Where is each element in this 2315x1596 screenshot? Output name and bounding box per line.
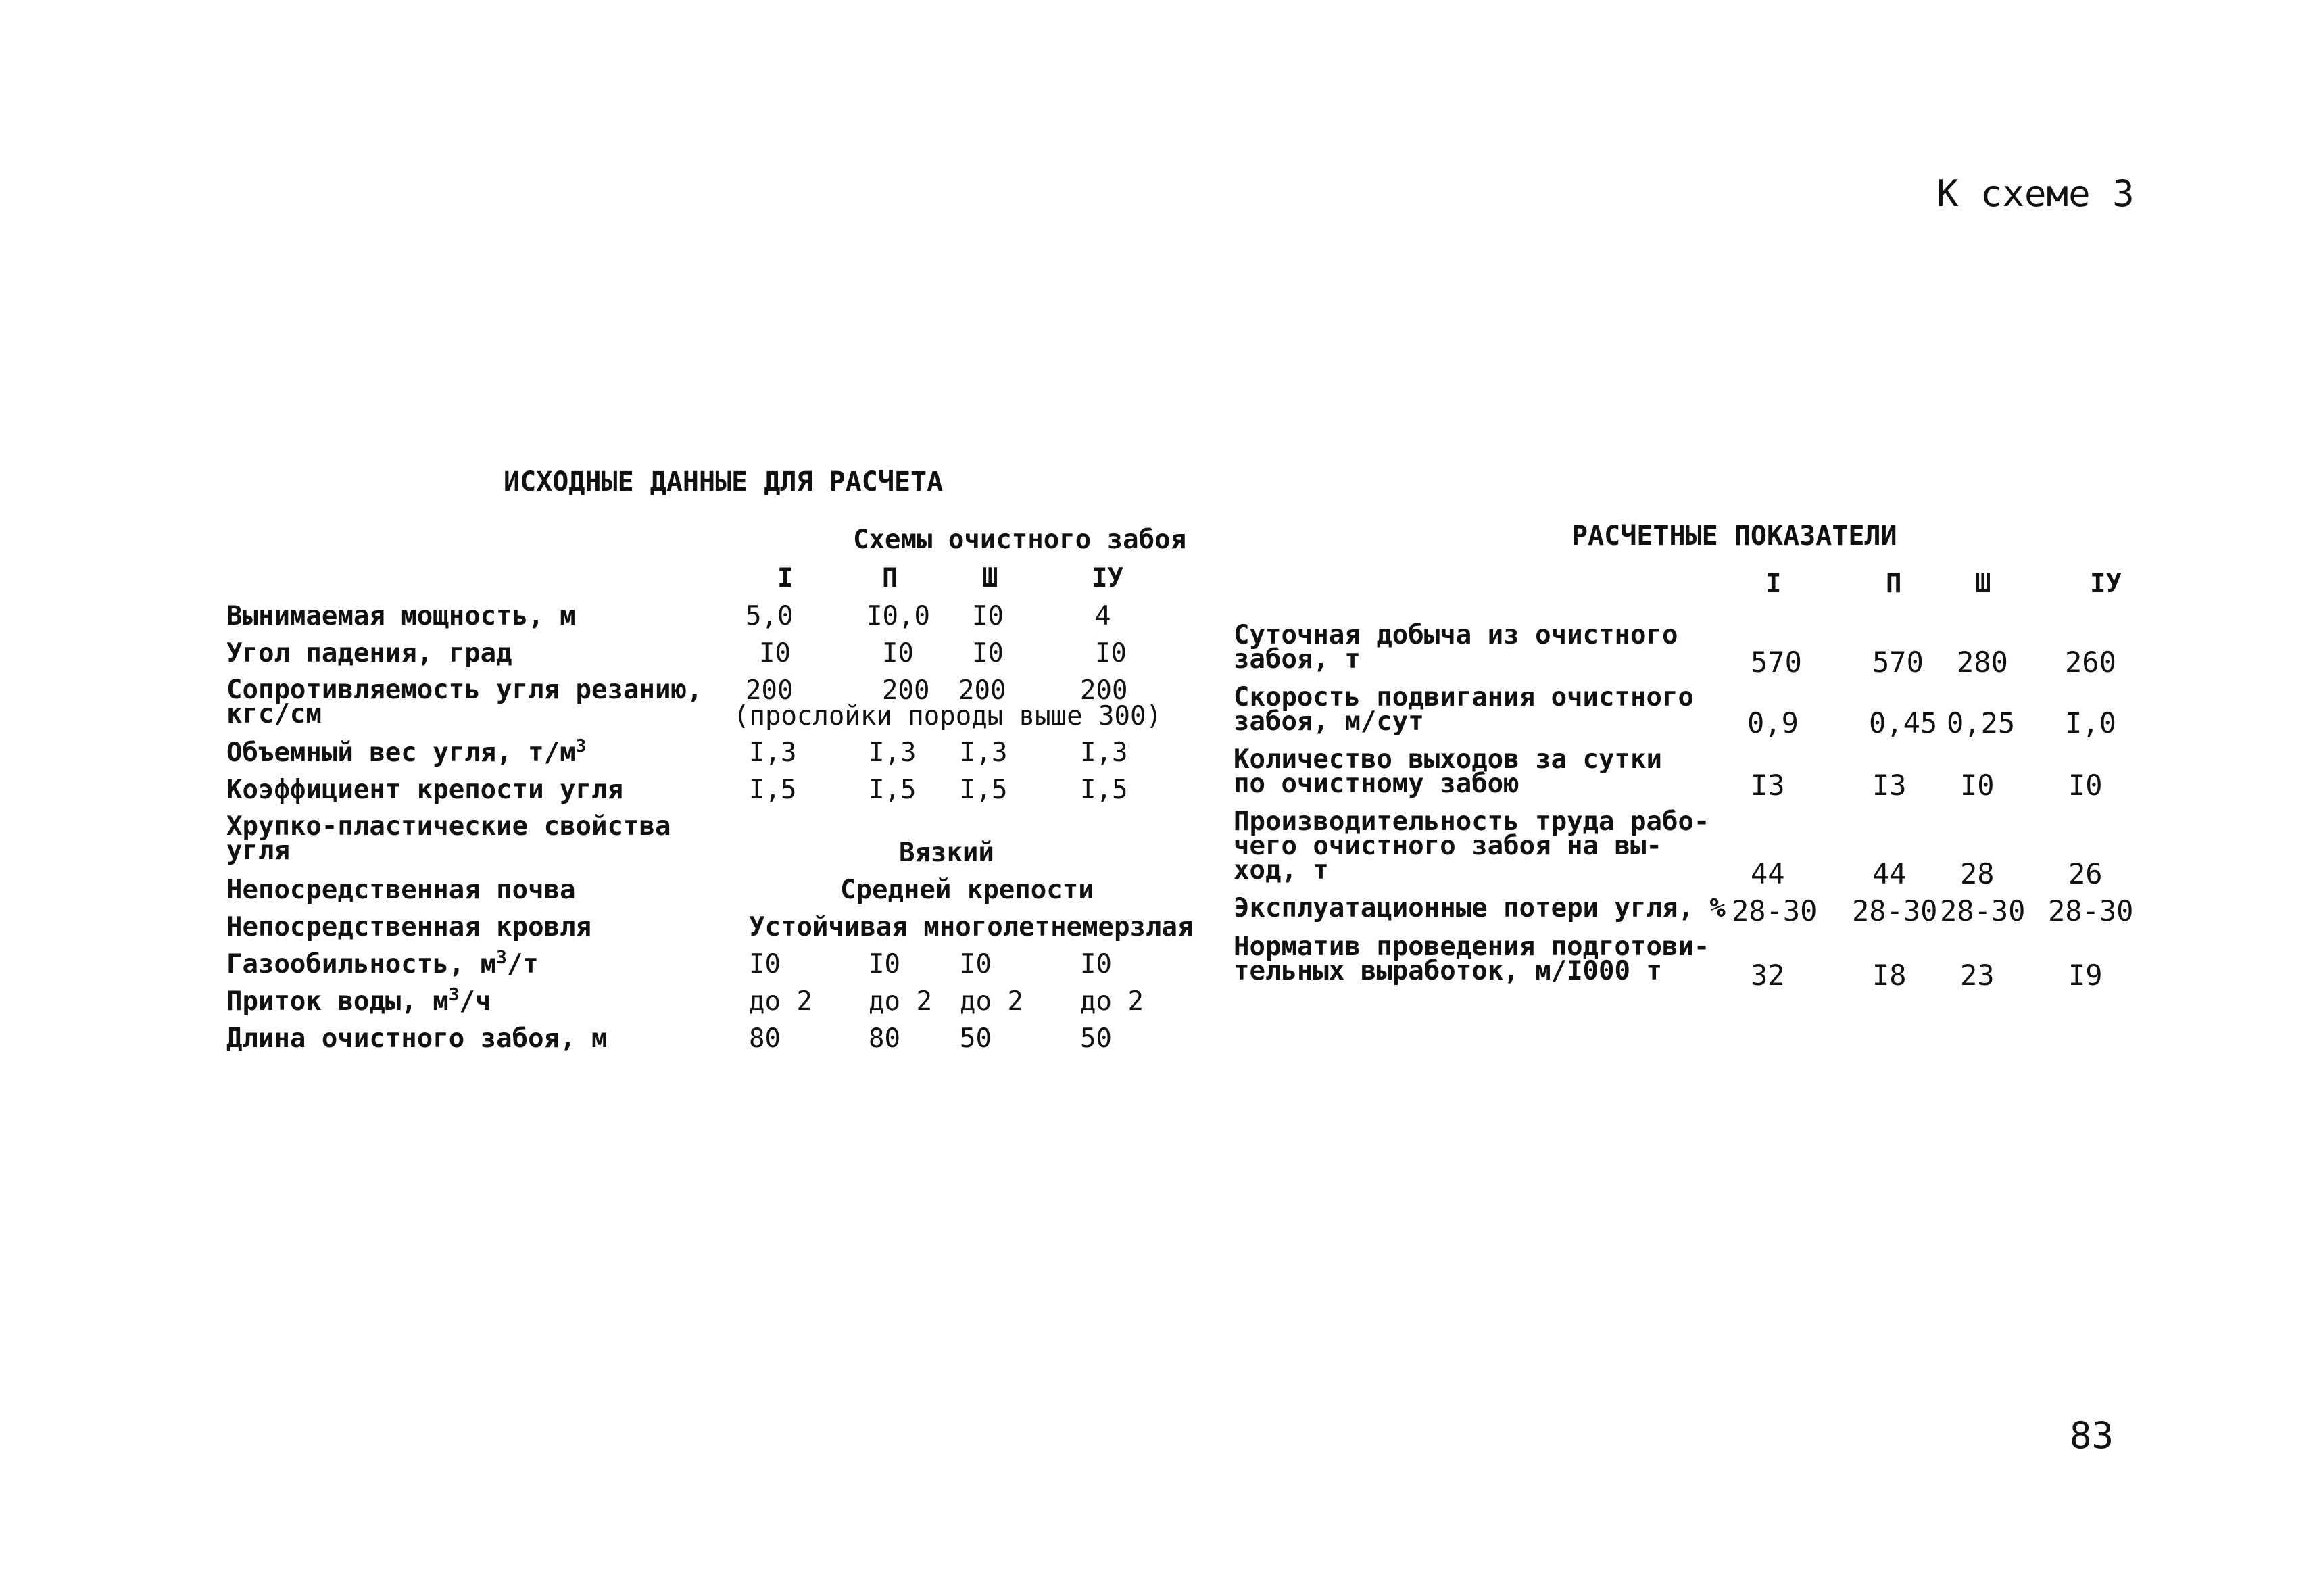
calc-cell: 570 [1751,646,1802,679]
calc-cell: I8 [1872,959,1907,992]
calc-cell: 44 [1751,857,1785,890]
calc-row-label [1234,744,1662,799]
column-header-1: I [777,563,794,594]
input-cell: 200 [1080,675,1128,706]
calc-row-label-line: Суточная добыча из очистного [1234,620,1678,650]
input-merged-cell: Средней крепости [840,875,1094,905]
input-row-label: Газообильность, $м^3/т$ [226,948,539,980]
column-header-4: IУ [2090,569,2122,599]
input-row-label-line: Хрупко-пластические свойства [226,811,671,842]
calc-cell: 28-30 [1852,894,1938,927]
input-cell: I0 [1080,949,1112,980]
input-row-label: Объемный вес угля, $т/м^3$ [226,736,587,768]
column-header-2: П [1886,569,1902,599]
column-header-3: Ш [1975,569,1991,599]
input-cell: 200 [958,675,1006,706]
input-cell: I,3 [869,737,917,768]
input-cell: 50 [960,1023,992,1054]
calc-cell: I9 [2068,959,2103,992]
calc-row-label-line: Скорость подвигания очистного [1234,682,1694,712]
input-cell: I,3 [749,737,797,768]
input-row-label: Длина очистного забоя, м [226,1023,608,1054]
calc-cell: I0 [2068,769,2103,802]
input-cell: до 2 [869,986,932,1017]
calc-cell: 0,45 [1869,706,1938,740]
calc-cell: 44 [1872,857,1907,890]
calc-cell: I0 [1960,769,1995,802]
input-cell: I0 [882,638,914,669]
calc-cell: 28-30 [1732,894,1818,927]
input-cell: 200 [882,675,930,706]
input-row-label [226,675,703,729]
input-cell: 200 [746,675,794,706]
input-cell: I,3 [1080,737,1128,768]
input-cell: 50 [1080,1023,1112,1054]
input-row-label-line: Сопротивляемость угля резанию, [226,675,703,705]
calc-cell: 28-30 [1940,894,2026,927]
input-row-label-line: кгс/см [226,699,322,729]
calc-cell: I3 [1872,769,1907,802]
column-header-2: П [882,563,898,594]
calc-row-label: Эксплуатационные потери угля, % [1234,893,1726,923]
column-header-1: I [1765,569,1782,599]
input-cell: I,5 [960,775,1008,805]
calc-row-label-line: Количество выходов за сутки [1234,744,1662,775]
input-cell: I,5 [749,775,797,805]
page-header: К схеме 3 [1936,172,2135,215]
input-cell: I,5 [869,775,917,805]
calc-row-label-line: тельных выработок, м/I000 т [1234,956,1662,986]
input-row-label: Угол падения, град [226,638,512,669]
calc-cell: 260 [2065,646,2116,679]
input-cell: I,3 [960,737,1008,768]
input-cell: 5,0 [746,601,794,631]
input-cell: I0 [749,949,781,980]
input-cell: 80 [749,1023,781,1054]
rock-layer-note: (прослойки породы выше 300) [733,701,1162,731]
input-merged-cell: Устойчивая многолетнемерзлая [749,912,1194,942]
calc-row-label-line: забоя, т [1234,644,1361,675]
input-cell: до 2 [749,986,812,1017]
input-cell: I0 [759,638,791,669]
input-row-label: Коэффициент крепости угля [226,775,623,805]
input-cell: I,5 [1080,775,1128,805]
calc-row-label [1234,682,1694,737]
calc-cell: 0,25 [1947,706,2016,740]
input-cell: I0 [972,638,1004,669]
calc-row-label [1234,806,1710,886]
column-header-3: Ш [982,563,998,594]
calc-cell: 26 [2068,857,2103,890]
input-cell: I0 [1095,638,1127,669]
calc-cell: 23 [1960,959,1995,992]
input-cell: до 2 [960,986,1023,1017]
input-data-title: ИСХОДНЫЕ ДАННЫЕ ДЛЯ РАСЧЕТА [504,466,944,498]
calc-cell: 32 [1751,959,1785,992]
input-cell: I0,0 [867,601,930,631]
calc-row-label-line: по очистному забою [1234,769,1519,799]
input-merged-cell: Вязкий [899,838,994,868]
calc-data-title: РАСЧЕТНЫЕ ПОКАЗАТЕЛИ [1571,521,1897,552]
input-cell: до 2 [1080,986,1144,1017]
calc-row-label [1234,932,1710,986]
calc-row-label-line: ход, т [1234,855,1329,886]
input-row-label: Приток воды, $м^3/ч$ [226,985,491,1017]
input-cell: 4 [1095,601,1111,631]
input-row-label-line: угля [226,836,290,866]
input-cell: I0 [869,949,900,980]
input-cell: 80 [869,1023,900,1054]
calc-row-label [1234,620,1678,675]
calc-row-label-line: забоя, м/сут [1234,706,1424,737]
calc-row-label-line: Производительность труда рабо- [1234,806,1710,837]
calc-cell: I,0 [2065,706,2116,740]
schemes-header: Схемы очистного забоя [853,525,1187,555]
calc-cell: I3 [1751,769,1785,802]
calc-row-label-line: Норматив проведения подготови- [1234,932,1710,962]
input-cell: I0 [960,949,992,980]
input-row-label: Вынимаемая мощность, м [226,601,576,631]
calc-cell: 280 [1957,646,2008,679]
calc-cell: 28-30 [2048,894,2134,927]
input-cell: I0 [972,601,1004,631]
page-number: 83 [2070,1414,2114,1457]
input-row-label: Непосредственная кровля [226,912,592,942]
calc-cell: 0,9 [1747,706,1799,740]
input-row-label: Непосредственная почва [226,875,576,905]
calc-row-label-line: чего очистного забоя на вы- [1234,831,1662,861]
column-header-4: IУ [1092,563,1123,594]
calc-cell: 570 [1872,646,1924,679]
input-row-label [226,811,671,866]
calc-cell: 28 [1960,857,1995,890]
